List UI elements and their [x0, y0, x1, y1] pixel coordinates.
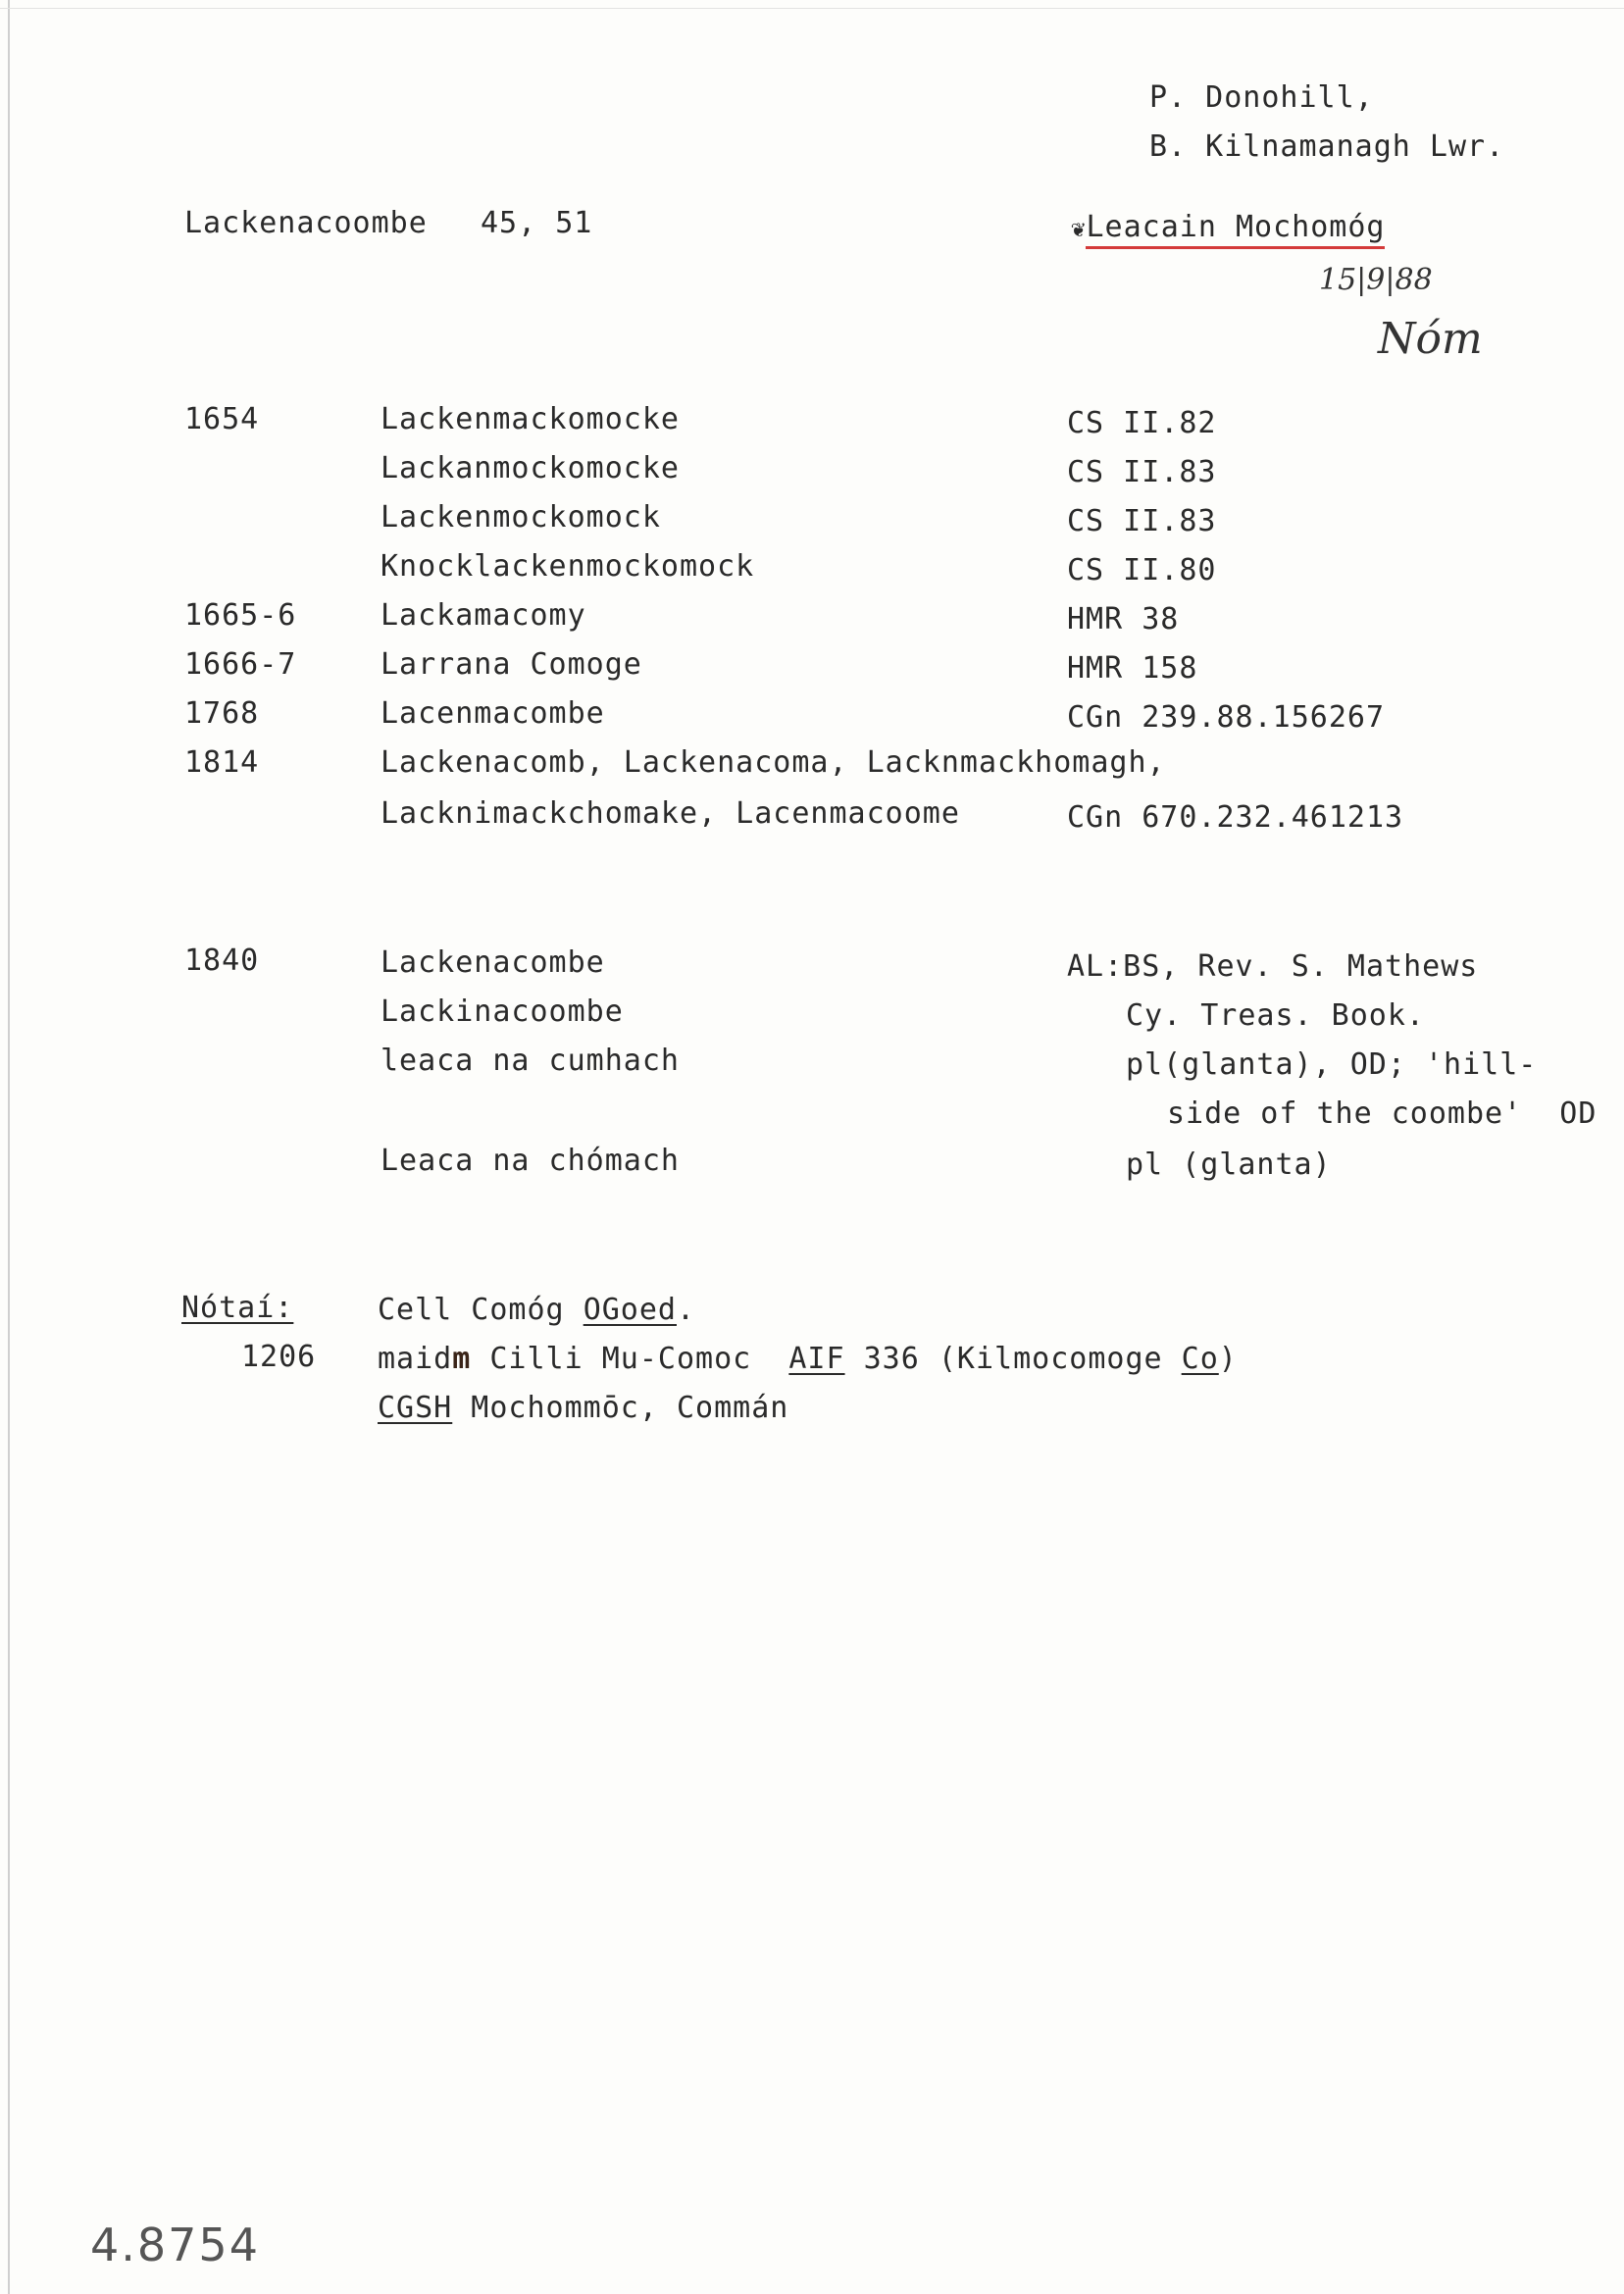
entry-form: Lacknimackchomake, Lacenmacoome: [381, 796, 960, 831]
note-reference: AIF: [788, 1342, 845, 1376]
entry-form: Lackenmockomock: [381, 500, 661, 535]
sheet-numbers: 45, 51: [481, 206, 593, 240]
entry-source: CS II.80: [1067, 553, 1217, 587]
parish-label: P. Donohill,: [1149, 80, 1374, 115]
irish-form: Leacain Mochomóg: [1086, 210, 1385, 249]
entry-form: Lackenmackomocke: [381, 402, 680, 436]
note-text: Mochommōc, Commán: [452, 1391, 789, 1425]
entry-form: Lackinacoombe: [381, 994, 624, 1029]
entry-form: Lacenmacombe: [381, 696, 605, 731]
note-text: ): [1218, 1342, 1238, 1376]
entry-form: Lackenacombe: [381, 945, 605, 980]
entry-year: 1666-7: [184, 647, 297, 682]
note-line: [378, 1342, 1238, 1377]
note-text: Cell Comóg: [378, 1293, 584, 1327]
note-line: [378, 1391, 788, 1426]
entry-source: HMR 38: [1067, 602, 1180, 637]
handwritten-date: 15|9|88: [1319, 263, 1433, 297]
note-text: .: [677, 1293, 696, 1327]
note-correction: m: [452, 1342, 472, 1376]
entry-source: CS II.82: [1067, 406, 1217, 440]
entry-source: AL:BS, Rev. S. Mathews: [1067, 949, 1479, 984]
entry-source: CS II.83: [1067, 504, 1217, 538]
entry-year: 1768: [184, 696, 260, 731]
note-line: [378, 1293, 695, 1328]
irish-form-marker: ❦: [1071, 215, 1087, 242]
entry-source: CGn 239.88.156267: [1067, 700, 1386, 735]
entry-year: 1654: [184, 402, 260, 436]
notes-heading: Nótaí:: [181, 1291, 294, 1325]
entry-year: 1665-6: [184, 598, 297, 633]
entry-source: CGn 670.232.461213: [1067, 800, 1404, 835]
note-text: maid: [378, 1342, 453, 1376]
entry-source: pl(glanta), OD; 'hill-: [1126, 1047, 1538, 1082]
entry-form: Larrana Comoge: [381, 647, 642, 682]
irish-form-heading: [1071, 210, 1385, 246]
note-text: 336 (Kilmocomoge: [844, 1342, 1182, 1376]
catalogue-number: 4.8754: [90, 2218, 260, 2271]
entry-source: HMR 158: [1067, 651, 1198, 686]
entry-source: pl (glanta): [1126, 1147, 1332, 1182]
entry-source: Cy. Treas. Book.: [1126, 998, 1425, 1033]
entry-form: Lackamacomy: [381, 598, 586, 633]
entry-year: 1840: [184, 943, 260, 978]
entry-form: Lackenacomb, Lackenacoma, Lacknmackhomagh,: [381, 745, 1166, 780]
place-name: Lackenacoombe: [184, 206, 428, 240]
note-text: Cilli Mu-Comoc: [471, 1342, 789, 1376]
page-top-edge: [0, 8, 1624, 9]
note-reference: CGSH: [378, 1391, 453, 1425]
entry-form: leaca na cumhach: [381, 1044, 680, 1078]
entry-form: Leaca na chómach: [381, 1144, 680, 1178]
entry-source-continued: side of the coombe' OD: [1167, 1096, 1598, 1131]
note-reference: Co: [1181, 1342, 1219, 1376]
entry-form: Knocklackenmockomock: [381, 549, 755, 584]
entry-source: CS II.83: [1067, 455, 1217, 489]
handwritten-initials: Nóm: [1378, 314, 1483, 364]
entry-year: 1814: [184, 745, 260, 780]
barony-label: B. Kilnamanagh Lwr.: [1149, 129, 1505, 164]
entry-form: Lackanmockomocke: [381, 451, 680, 485]
note-reference: OGoed: [583, 1293, 677, 1327]
note-year: 1206: [241, 1340, 317, 1374]
page-left-edge: [8, 0, 10, 2294]
